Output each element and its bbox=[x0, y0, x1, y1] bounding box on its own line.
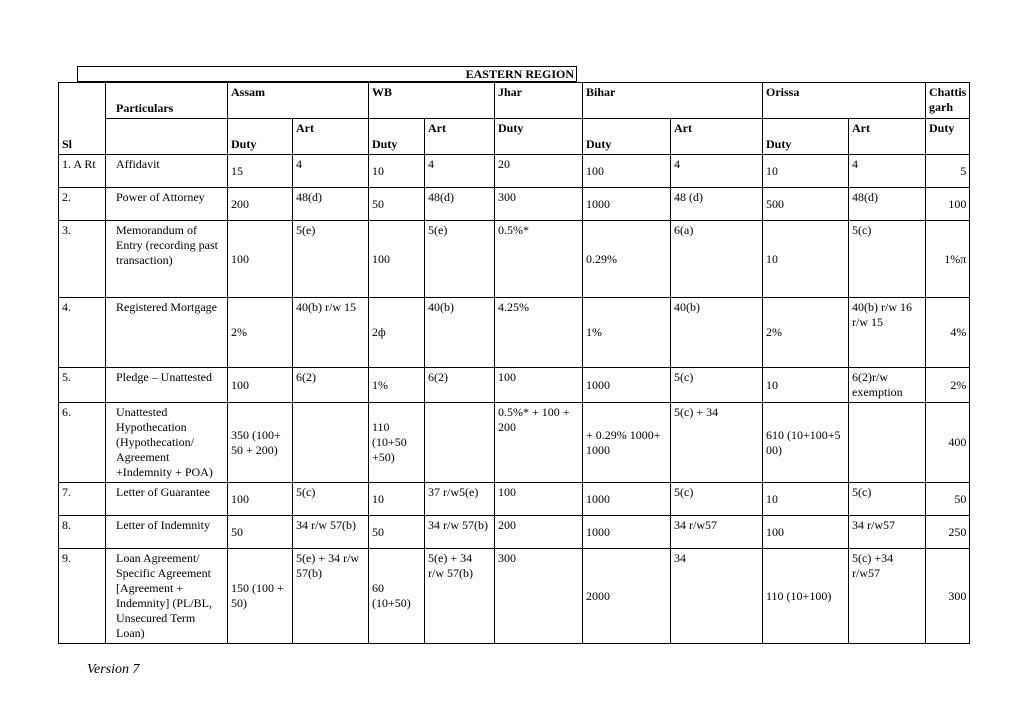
cell-orissa-art: 48(d) bbox=[849, 188, 926, 221]
version-footer: Version 7 bbox=[87, 662, 140, 677]
cell-orissa-art: 4 bbox=[849, 155, 926, 188]
row-sl: 9. bbox=[59, 549, 106, 644]
header-duty: Duty bbox=[583, 119, 671, 155]
cell-jhar-duty: 100 bbox=[495, 483, 583, 516]
header-sl: Sl bbox=[59, 83, 106, 155]
cell-chhattisgarh-duty: 100 bbox=[926, 188, 970, 221]
cell-orissa-duty: 2% bbox=[763, 298, 849, 368]
row-sl: 6. bbox=[59, 403, 106, 483]
region-title: EASTERN REGION bbox=[465, 67, 574, 81]
cell-assam-duty: 100 bbox=[228, 483, 293, 516]
cell-wb-art: 37 r/w5(e) bbox=[425, 483, 495, 516]
row-sl: 1. A Rt bbox=[59, 155, 106, 188]
cell-orissa-art: 5(c) +34 r/w57 bbox=[849, 549, 926, 644]
cell-chhattisgarh-duty: 250 bbox=[926, 516, 970, 549]
cell-wb-duty: 10 bbox=[369, 155, 425, 188]
cell-orissa-duty: 100 bbox=[763, 516, 849, 549]
table-row bbox=[59, 403, 970, 483]
cell-bihar-art: 6(a) bbox=[671, 221, 763, 298]
cell-chhattisgarh-duty: 2% bbox=[926, 368, 970, 403]
cell-orissa-duty: 110 (10+100) bbox=[763, 549, 849, 644]
header-duty: Duty bbox=[763, 119, 849, 155]
row-sl: 2. bbox=[59, 188, 106, 221]
table-row bbox=[59, 483, 970, 516]
cell-wb-duty: 50 bbox=[369, 516, 425, 549]
cell-orissa-art: 5(c) bbox=[849, 221, 926, 298]
cell-assam-art: 4 bbox=[293, 155, 369, 188]
cell-chhattisgarh-duty: 300 bbox=[926, 549, 970, 644]
cell-wb-duty: 110 (10+50 +50) bbox=[369, 403, 425, 483]
header-row-states bbox=[59, 83, 970, 119]
header-art: Art bbox=[671, 119, 763, 155]
cell-chhattisgarh-duty: 1%π bbox=[926, 221, 970, 298]
header-chhattisgarh: Chattis garh bbox=[926, 83, 970, 119]
cell-assam-duty: 350 (100+ 50 + 200) bbox=[228, 403, 293, 483]
cell-orissa-art: 5(c) bbox=[849, 483, 926, 516]
cell-bihar-duty: 1000 bbox=[583, 483, 671, 516]
cell-bihar-art: 40(b) bbox=[671, 298, 763, 368]
stamp-duty-table bbox=[58, 82, 970, 644]
row-sl: 3. bbox=[59, 221, 106, 298]
cell-assam-duty: 100 bbox=[228, 368, 293, 403]
cell-bihar-duty: 1000 bbox=[583, 368, 671, 403]
table-row bbox=[59, 221, 970, 298]
cell-assam-art: 40(b) r/w 15 bbox=[293, 298, 369, 368]
row-sl: 5. bbox=[59, 368, 106, 403]
cell-orissa-duty: 10 bbox=[763, 221, 849, 298]
cell-orissa-duty: 10 bbox=[763, 155, 849, 188]
cell-jhar-duty: 300 bbox=[495, 188, 583, 221]
cell-orissa-art: 34 r/w57 bbox=[849, 516, 926, 549]
header-duty: Duty bbox=[926, 119, 970, 155]
header-orissa: Orissa bbox=[763, 83, 926, 119]
cell-wb-art: 6(2) bbox=[425, 368, 495, 403]
header-duty: Duty bbox=[228, 119, 293, 155]
cell-orissa-duty: 610 (10+100+5 00) bbox=[763, 403, 849, 483]
header-jhar: Jhar bbox=[495, 83, 583, 119]
cell-orissa-duty: 10 bbox=[763, 368, 849, 403]
cell-jhar-duty: 0.5%* bbox=[495, 221, 583, 298]
cell-orissa-art: 6(2)r/w exemption bbox=[849, 368, 926, 403]
cell-jhar-duty: 300 bbox=[495, 549, 583, 644]
cell-bihar-duty: 0.29% bbox=[583, 221, 671, 298]
cell-assam-art bbox=[293, 403, 369, 483]
table-row bbox=[59, 549, 970, 644]
row-particulars: Memorandum of Entry (recording past transaction) bbox=[106, 221, 228, 298]
header-bihar: Bihar bbox=[583, 83, 763, 119]
cell-bihar-duty: 2000 bbox=[583, 549, 671, 644]
cell-wb-art: 5(e) + 34 r/w 57(b) bbox=[425, 549, 495, 644]
cell-bihar-duty: + 0.29% 1000+ 1000 bbox=[583, 403, 671, 483]
cell-wb-duty: 100 bbox=[369, 221, 425, 298]
cell-bihar-art: 5(c) bbox=[671, 483, 763, 516]
cell-orissa-duty: 500 bbox=[763, 188, 849, 221]
region-title-box bbox=[77, 66, 577, 82]
header-art: Art bbox=[293, 119, 369, 155]
table-row bbox=[59, 155, 970, 188]
row-particulars: Letter of Indemnity bbox=[106, 516, 228, 549]
table-row bbox=[59, 368, 970, 403]
row-particulars: Unattested Hypothecation (Hypothecation/ Agreement +Indemnity + POA) bbox=[106, 403, 228, 483]
cell-jhar-duty: 200 bbox=[495, 516, 583, 549]
cell-bihar-duty: 100 bbox=[583, 155, 671, 188]
cell-chhattisgarh-duty: 50 bbox=[926, 483, 970, 516]
cell-bihar-duty: 1% bbox=[583, 298, 671, 368]
row-particulars: Power of Attorney bbox=[106, 188, 228, 221]
cell-wb-art: 4 bbox=[425, 155, 495, 188]
cell-chhattisgarh-duty: 5 bbox=[926, 155, 970, 188]
cell-assam-art: 5(e) + 34 r/w 57(b) bbox=[293, 549, 369, 644]
cell-bihar-art: 34 r/w57 bbox=[671, 516, 763, 549]
cell-jhar-duty: 20 bbox=[495, 155, 583, 188]
row-sl: 8. bbox=[59, 516, 106, 549]
row-particulars: Registered Mortgage bbox=[106, 298, 228, 368]
cell-wb-duty: 60 (10+50) bbox=[369, 549, 425, 644]
cell-assam-duty: 2% bbox=[228, 298, 293, 368]
cell-bihar-art: 4 bbox=[671, 155, 763, 188]
header-art: Art bbox=[849, 119, 926, 155]
header-duty: Duty bbox=[495, 119, 583, 155]
table-row bbox=[59, 188, 970, 221]
cell-bihar-duty: 1000 bbox=[583, 516, 671, 549]
table-row bbox=[59, 516, 970, 549]
cell-jhar-duty: 100 bbox=[495, 368, 583, 403]
cell-bihar-art: 5(c) + 34 bbox=[671, 403, 763, 483]
row-particulars: Letter of Guarantee bbox=[106, 483, 228, 516]
cell-assam-art: 5(c) bbox=[293, 483, 369, 516]
cell-bihar-duty: 1000 bbox=[583, 188, 671, 221]
table-row bbox=[59, 298, 970, 368]
cell-wb-art: 40(b) bbox=[425, 298, 495, 368]
cell-jhar-duty: 0.5%* + 100 + 200 bbox=[495, 403, 583, 483]
cell-wb-duty: 1% bbox=[369, 368, 425, 403]
cell-wb-art: 48(d) bbox=[425, 188, 495, 221]
row-particulars: Loan Agreement/ Specific Agreement [Agreement + Indemnity] (PL/BL, Unsecured Term Loan) bbox=[106, 549, 228, 644]
cell-assam-art: 5(e) bbox=[293, 221, 369, 298]
cell-orissa-art bbox=[849, 403, 926, 483]
cell-assam-duty: 200 bbox=[228, 188, 293, 221]
row-sl: 7. bbox=[59, 483, 106, 516]
cell-wb-art bbox=[425, 403, 495, 483]
cell-chhattisgarh-duty: 400 bbox=[926, 403, 970, 483]
header-blank bbox=[106, 119, 228, 155]
header-duty: Duty bbox=[369, 119, 425, 155]
cell-bihar-art: 34 bbox=[671, 549, 763, 644]
cell-assam-duty: 50 bbox=[228, 516, 293, 549]
header-wb: WB bbox=[369, 83, 495, 119]
header-particulars: Particulars bbox=[106, 83, 228, 119]
cell-wb-duty: 2ф bbox=[369, 298, 425, 368]
header-assam: Assam bbox=[228, 83, 369, 119]
cell-jhar-duty: 4.25% bbox=[495, 298, 583, 368]
row-particulars: Affidavit bbox=[106, 155, 228, 188]
cell-assam-art: 48(d) bbox=[293, 188, 369, 221]
cell-wb-duty: 50 bbox=[369, 188, 425, 221]
cell-bihar-art: 5(c) bbox=[671, 368, 763, 403]
cell-assam-art: 6(2) bbox=[293, 368, 369, 403]
cell-wb-art: 34 r/w 57(b) bbox=[425, 516, 495, 549]
cell-assam-duty: 15 bbox=[228, 155, 293, 188]
row-sl: 4. bbox=[59, 298, 106, 368]
cell-wb-duty: 10 bbox=[369, 483, 425, 516]
cell-chhattisgarh-duty: 4% bbox=[926, 298, 970, 368]
cell-wb-art: 5(e) bbox=[425, 221, 495, 298]
cell-assam-duty: 150 (100 + 50) bbox=[228, 549, 293, 644]
header-art: Art bbox=[425, 119, 495, 155]
cell-orissa-art: 40(b) r/w 16 r/w 15 bbox=[849, 298, 926, 368]
row-particulars: Pledge – Unattested bbox=[106, 368, 228, 403]
cell-orissa-duty: 10 bbox=[763, 483, 849, 516]
cell-assam-art: 34 r/w 57(b) bbox=[293, 516, 369, 549]
header-row-duty-art bbox=[59, 119, 970, 155]
cell-bihar-art: 48 (d) bbox=[671, 188, 763, 221]
cell-assam-duty: 100 bbox=[228, 221, 293, 298]
